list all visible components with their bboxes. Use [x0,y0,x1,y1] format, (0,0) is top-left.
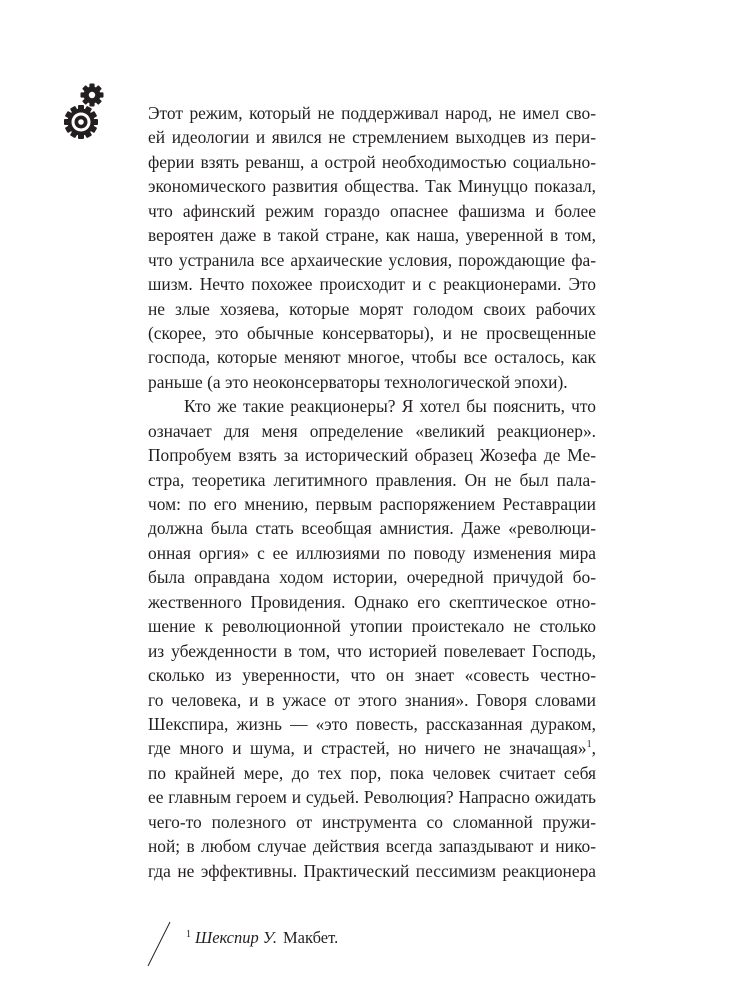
text-line: чом: по его мнению, первым распоряжением Реставрации [148,494,596,514]
text-line: господа, которые меняют многое, чтобы все осталось, как [148,347,596,368]
footnote [186,924,338,949]
text-line: что устранила все архаические условия, порождающие фа- [148,249,596,270]
text-line: (скорее, это обычные консерваторы), и не просвещенные [148,322,596,343]
text-line: была оправдана ходом истории, очередной причудой бо- [148,567,596,588]
text-line: чего-то полезного от инструмента со сломанной пружи- [148,811,596,832]
text-line: шение к революционной утопии проистекало не столько [148,616,596,637]
paragraph-1 [148,101,596,394]
paragraph-2 [148,394,596,883]
text-line: го человека, и в ужасе от этого знания». Говоря словами [148,689,596,710]
text-line: вероятен даже в такой стране, как наша, уверенной в том, [148,225,596,246]
footnote-divider [144,920,174,968]
text-line: означает для меня определение «великий реакционер». [148,420,596,441]
text-line-content: где много и шума, и страстей, но ничего не значащая» [148,738,587,759]
gears-icon [62,76,110,144]
text-line: шизм. Нечто похожее происходит и с реакционерами. Это [148,274,596,295]
text-line: экономического развития общества. Так Минуццо показал, [148,176,596,197]
text-line: ей идеологии и явился не стремлением выходцев из пери- [148,127,596,148]
text-line: ее главным героем и судьей. Революция? Напрасно ожидать [148,787,596,808]
text-line: жественного Провидения. Однако его скептическое отно- [148,591,596,612]
text-line: Шекспира, жизнь — «это повесть, рассказанная дураком, [148,713,596,734]
text-line: онная оргия» с ее иллюзиями по поводу изменения мира [148,542,596,563]
footnote-author: Шекспир У. [195,928,278,947]
body-text [148,101,596,883]
text-line: гда не эффективны. Практический пессимизм реакционера [148,860,596,881]
text-line: раньше (а это неоконсерваторы технологической эпохи). [148,371,568,392]
text-line: из убежденности в том, что историей повелевает Господь, [148,640,596,661]
text-line: Этот режим, который не поддерживал народ, не имел сво- [148,103,596,123]
footnote-reference[interactable]: 1 [586,739,592,751]
text-line: что афинский режим гораздо опаснее фашизма и более [148,200,596,221]
text-line: ной; в любом случае действия всегда запаздывают и нико- [148,836,596,857]
text-line-with-footnote-ref: где много и шума, и страстей, но ничего не значащая»$^1$, [148,738,596,759]
text-line: Попробуем взять за исторический образец Жозефа де Ме- [148,445,596,466]
text-line: должна была стать всеобщая амнистия. Даже «революци- [148,518,596,539]
text-line: Кто же такие реакционеры? Я хотел бы пояснить, что [184,396,596,417]
text-line: по крайней мере, до тех пор, пока человек считает себя [148,762,596,783]
footnote-number: 1 [186,929,191,940]
text-line: сколько из уверенности, что он знает «совесть честно- [148,665,596,686]
footnote-title: Макбет. [283,928,339,947]
text-line: ферии взять реванш, а острой необходимостью социально- [148,151,596,172]
text-line: стра, теоретика легитимного правления. Он не был пала- [148,469,596,490]
text-line: не злые хозяева, которые морят голодом своих рабочих [148,298,596,319]
